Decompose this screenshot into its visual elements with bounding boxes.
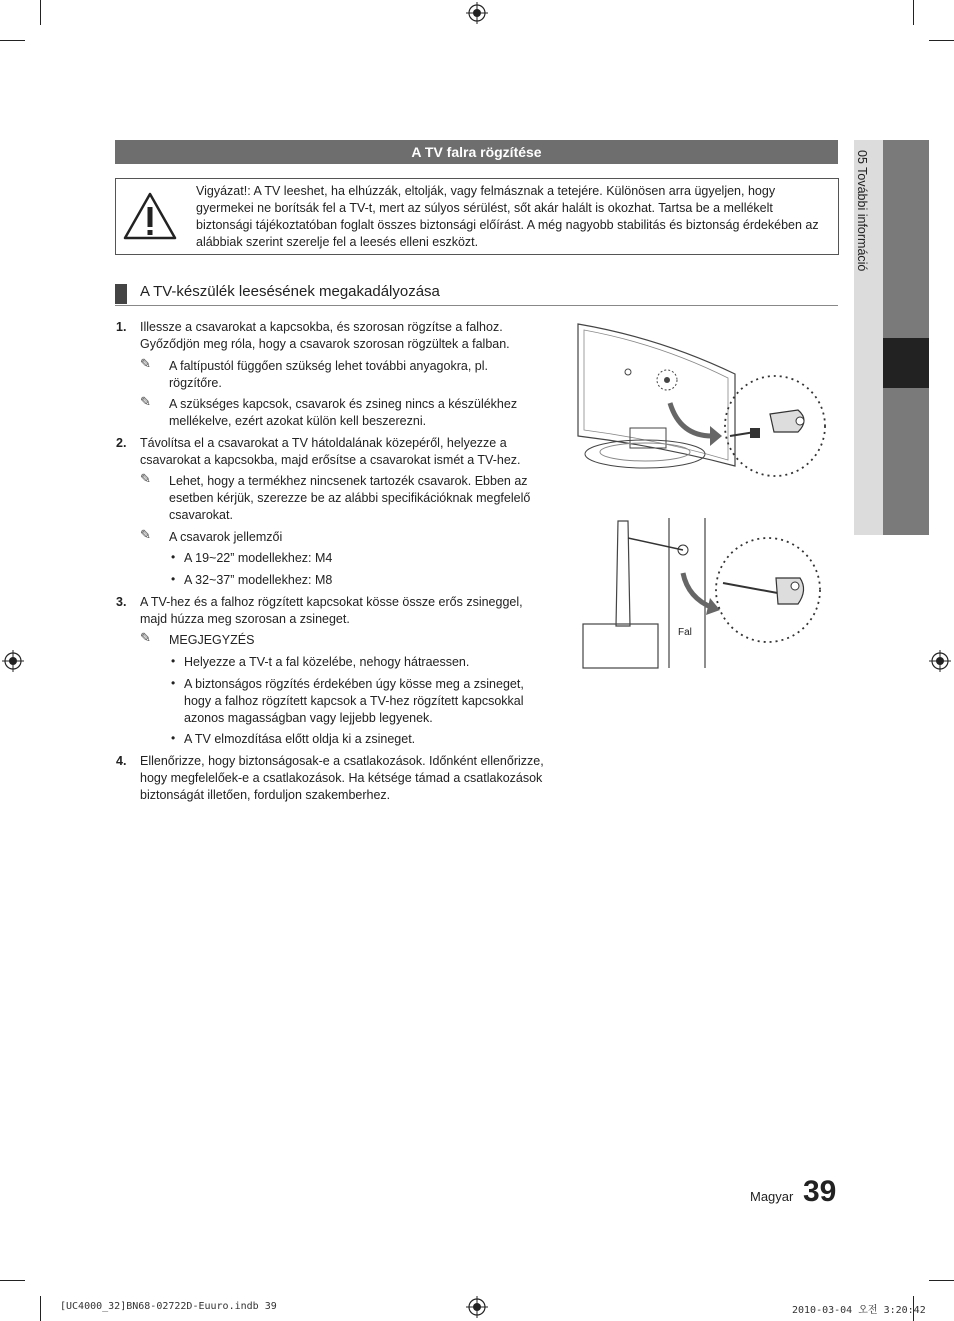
crop-mark bbox=[929, 40, 954, 41]
figure-label: Fal bbox=[678, 627, 692, 638]
step-text: csavarokat a kapcsokba, majd erősítse a csavarokat ismét a TV-hez. bbox=[140, 453, 521, 467]
note-pencil-icon: ✎ bbox=[140, 471, 151, 486]
crop-mark bbox=[40, 1296, 41, 1321]
bullet-text: A 32~37” modellekhez: M8 bbox=[184, 573, 333, 587]
step-text: majd húzza meg szorosan a zsineget. bbox=[140, 612, 350, 626]
bullet-icon: • bbox=[171, 550, 176, 564]
step-text: hogy megfelelőek-e a csatlakozások. Ha kétsége támad a csatlakozások bbox=[140, 771, 543, 785]
tv-back-clamp-illustration bbox=[570, 318, 832, 488]
print-file-info: [UC4000_32]BN68-02722D-Euuro.indb 39 bbox=[60, 1301, 277, 1312]
registration-mark-icon bbox=[929, 650, 951, 672]
step-text: Távolítsa el a csavarokat a TV hátoldalának közepéről, helyezze a bbox=[140, 436, 507, 450]
note-text: A csavarok jellemzői bbox=[169, 530, 283, 544]
step-number: 3. bbox=[116, 595, 127, 609]
crop-mark bbox=[913, 0, 914, 25]
crop-mark bbox=[40, 0, 41, 25]
bullet-text: A 19~22” modellekhez: M4 bbox=[184, 551, 333, 565]
step-text: Győződjön meg róla, hogy a csavarok szorosan rögzültek a falban. bbox=[140, 337, 510, 351]
warning-text bbox=[196, 183, 828, 251]
bullet-text: Helyezze a TV-t a fal közelébe, nehogy hátraessen. bbox=[184, 655, 470, 669]
footer-language: Magyar bbox=[750, 1189, 794, 1204]
step-number: 4. bbox=[116, 754, 127, 768]
bullet-icon: • bbox=[171, 654, 176, 668]
step-number: 2. bbox=[116, 436, 127, 450]
chapter-tab-marker bbox=[883, 338, 929, 388]
note-text: A szükséges kapcsok, csavarok és zsineg nincs a készülékhez bbox=[169, 397, 518, 411]
heading-marker bbox=[115, 284, 127, 304]
note-heading: MEGJEGYZÉS bbox=[169, 633, 255, 647]
note-pencil-icon: ✎ bbox=[140, 630, 151, 645]
registration-mark-icon bbox=[466, 2, 488, 24]
bullet-text: hogy a falhoz rögzített kapcsok a TV-hez rögzített kapcsokkal bbox=[184, 694, 524, 708]
subsection-title: A TV-készülék leesésének megakadályozása bbox=[140, 283, 440, 300]
chapter-tab-label: 05 További információ bbox=[855, 150, 869, 272]
note-text: esetben kérjük, szerezze be az alábbi specifikációknak megfelelő bbox=[169, 491, 531, 505]
page-number: 39 bbox=[803, 1175, 837, 1208]
note-pencil-icon: ✎ bbox=[140, 527, 151, 542]
bullet-text: A TV elmozdítása előtt oldja ki a zsineget. bbox=[184, 732, 416, 746]
tv-wall-cord-illustration bbox=[578, 518, 828, 673]
note-pencil-icon: ✎ bbox=[140, 356, 151, 371]
warning-triangle-icon bbox=[122, 191, 178, 241]
step-text: Illessze a csavarokat a kapcsokba, és szorosan rögzítse a falhoz. bbox=[140, 320, 503, 334]
note-text: mellékelve, ezért azokat külön kell beszerezni. bbox=[169, 414, 427, 428]
note-text: Lehet, hogy a termékhez nincsenek tartozék csavarok. Ebben az bbox=[169, 474, 528, 488]
print-date-info: 2010-03-04 오전 3:20:42 bbox=[792, 1305, 926, 1316]
crop-mark bbox=[0, 1280, 25, 1281]
section-title: A TV falra rögzítése bbox=[115, 140, 838, 164]
note-text: A faltípustól függően szükség lehet további anyagokra, pl. bbox=[169, 359, 488, 373]
step-text: biztonságát illetően, forduljon szakemberhez. bbox=[140, 788, 391, 802]
note-pencil-icon: ✎ bbox=[140, 394, 151, 409]
step-text: Ellenőrizze, hogy biztonságosak-e a csatlakozások. Időnként ellenőrizze, bbox=[140, 754, 544, 768]
note-text: rögzítőre. bbox=[169, 376, 222, 390]
divider bbox=[115, 305, 838, 306]
bullet-icon: • bbox=[171, 731, 176, 745]
note-text: csavarokat. bbox=[169, 508, 233, 522]
crop-mark bbox=[929, 1280, 954, 1281]
bullet-icon: • bbox=[171, 572, 176, 586]
crop-mark bbox=[0, 40, 25, 41]
step-text: A TV-hez és a falhoz rögzített kapcsokat kösse össze erős zsineggel, bbox=[140, 595, 523, 609]
step-number: 1. bbox=[116, 320, 127, 334]
warning-label: Vigyázat! bbox=[196, 184, 248, 198]
bullet-icon: • bbox=[171, 676, 176, 690]
registration-mark-icon bbox=[466, 1296, 488, 1318]
bullet-text: azonos magasságban vagy lejjebb legyenek. bbox=[184, 711, 433, 725]
registration-mark-icon bbox=[2, 650, 24, 672]
bullet-text: A biztonságos rögzítés érdekében úgy kösse meg a zsineget, bbox=[184, 677, 524, 691]
warning-body: : A TV leeshet, ha elhúzzák, eltolják, vagy felmásznak a tetejére. Különösen arra ügyeljen, hogy gyermekei ne borítsák fel a TV-t, mert az súlyos sérülést, sőt akár halált is okozhat. Tartsa be a mellékelt biztonsági tájékoztatóban foglalt összes biztonsági előírást. A még nagyobb stabilitás és biztonság érdekében az alábbiak szerint szerelje fel a leesés elleni eszközt. bbox=[196, 184, 819, 249]
